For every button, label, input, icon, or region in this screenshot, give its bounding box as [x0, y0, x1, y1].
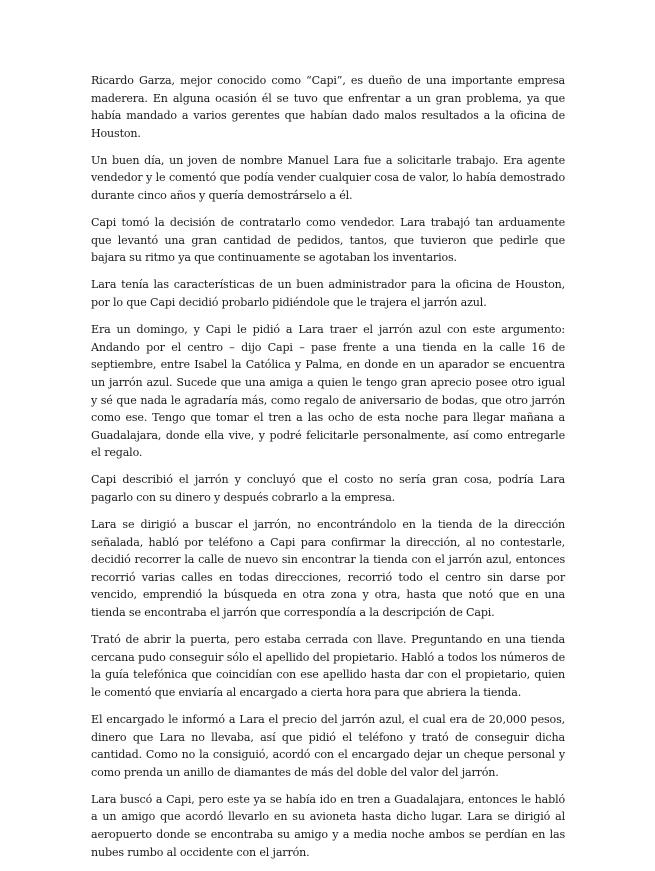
paragraph-8: Trató de abrir la puerta, pero estaba cerrada con llave. Preguntando en una tienda cercana pudo conseguir sólo el apellido del propietario. Habló a todos los números de la guía telefónica que coincidían con ese apellido hasta dar con el propietario, quien le comentó que enviaría al encargado a cierta hora para que abriera la tienda.: [91, 633, 565, 699]
paragraph-2: Un buen día, un joven de nombre Manuel Lara fue a solicitarle trabajo. Era agente vendedor y le comentó que podía vender cualquier cosa de valor, lo había demostrado durante cinco años y quería demostrárselo a él.: [91, 153, 565, 203]
paragraph-4: Lara tenía las características de un buen administrador para la oficina de Houston, por lo que Capi decidió probarlo pidiéndole que le trajera el jarrón azul.: [91, 278, 565, 310]
document-body: [91, 72, 565, 871]
paragraph-6: Capi describió el jarrón y concluyó que el costo no sería gran cosa, podría Lara pagarlo con su dinero y después cobrarlo a la empresa.: [91, 473, 565, 504]
paragraph-7: Lara se dirigió a buscar el jarrón, no encontrándolo en la tienda de la dirección señalada, habló por teléfono a Capi para confirmar la dirección, al no contestarle, decidió recorrer la calle de nuevo sin encontrar la tienda con el jarrón azul, entonces recorrió varias calles en todas direcciones, recorrió todo el centro sin darse por vencido, emprendió la búsqueda en otra zona y otra, hasta que notó que en una tienda se encontraba el jarrón que correspondía a la descripción de Capi.: [91, 518, 565, 620]
paragraph-9: El encargado le informó a Lara el precio del jarrón azul, el cual era de 20,000 pesos, dinero que Lara no llevaba, así que pidió el teléfono y trató de conseguir dicha cantidad. Como no la consiguió, acordó con el encargado dejar un cheque personal y como prenda un anillo de diamantes de más del doble del valor del jarrón.: [91, 713, 565, 779]
paragraph-3: Capi tomó la decisión de contratarlo como vendedor. Lara trabajó tan arduamente que levantó una gran cantidad de pedidos, tantos, que tuvieron que pedirle que bajara su ritmo ya que continuamente se agotaban los inventarios.: [91, 216, 565, 265]
paragraph-5: Era un domingo, y Capi le pidió a Lara traer el jarrón azul con este argumento: Andando por el centro – dijo Capi – pase frente a una tienda en la calle 16 de septiembre, entre Isabel la Católica y Palma, en donde en un aparador se encuentra un jarrón azul. Sucede que una amiga a quien le tengo gran aprecio posee otro igual y sé que nada le agradaría más, como regalo de aniversario de bodas, que otro jarrón como ese. Tengo que tomar el tren a las ocho de esta noche para llegar mañana a Guadalajara, donde ella vive, y podré felicitarle personalmente, así como entregarle el regalo.: [91, 323, 565, 460]
paragraph-10: Lara buscó a Capi, pero este ya se había ido en tren a Guadalajara, entonces le habló a un amigo que acordó llevarlo en su avioneta hasta dicho lugar. Lara se dirigió al aeropuerto donde se encontraba su amigo y a media noche ambos se perdían en las nubes rumbo al occidente con el jarrón.: [91, 792, 565, 859]
paragraph-1: Ricardo Garza, mejor conocido como “Capi”, es dueño de una importante empresa maderera. En alguna ocasión él se tuvo que enfrentar a un gran problema, ya que había mandado a varios gerentes que habían dado malos resultados a la oficina de Houston.: [91, 74, 565, 140]
